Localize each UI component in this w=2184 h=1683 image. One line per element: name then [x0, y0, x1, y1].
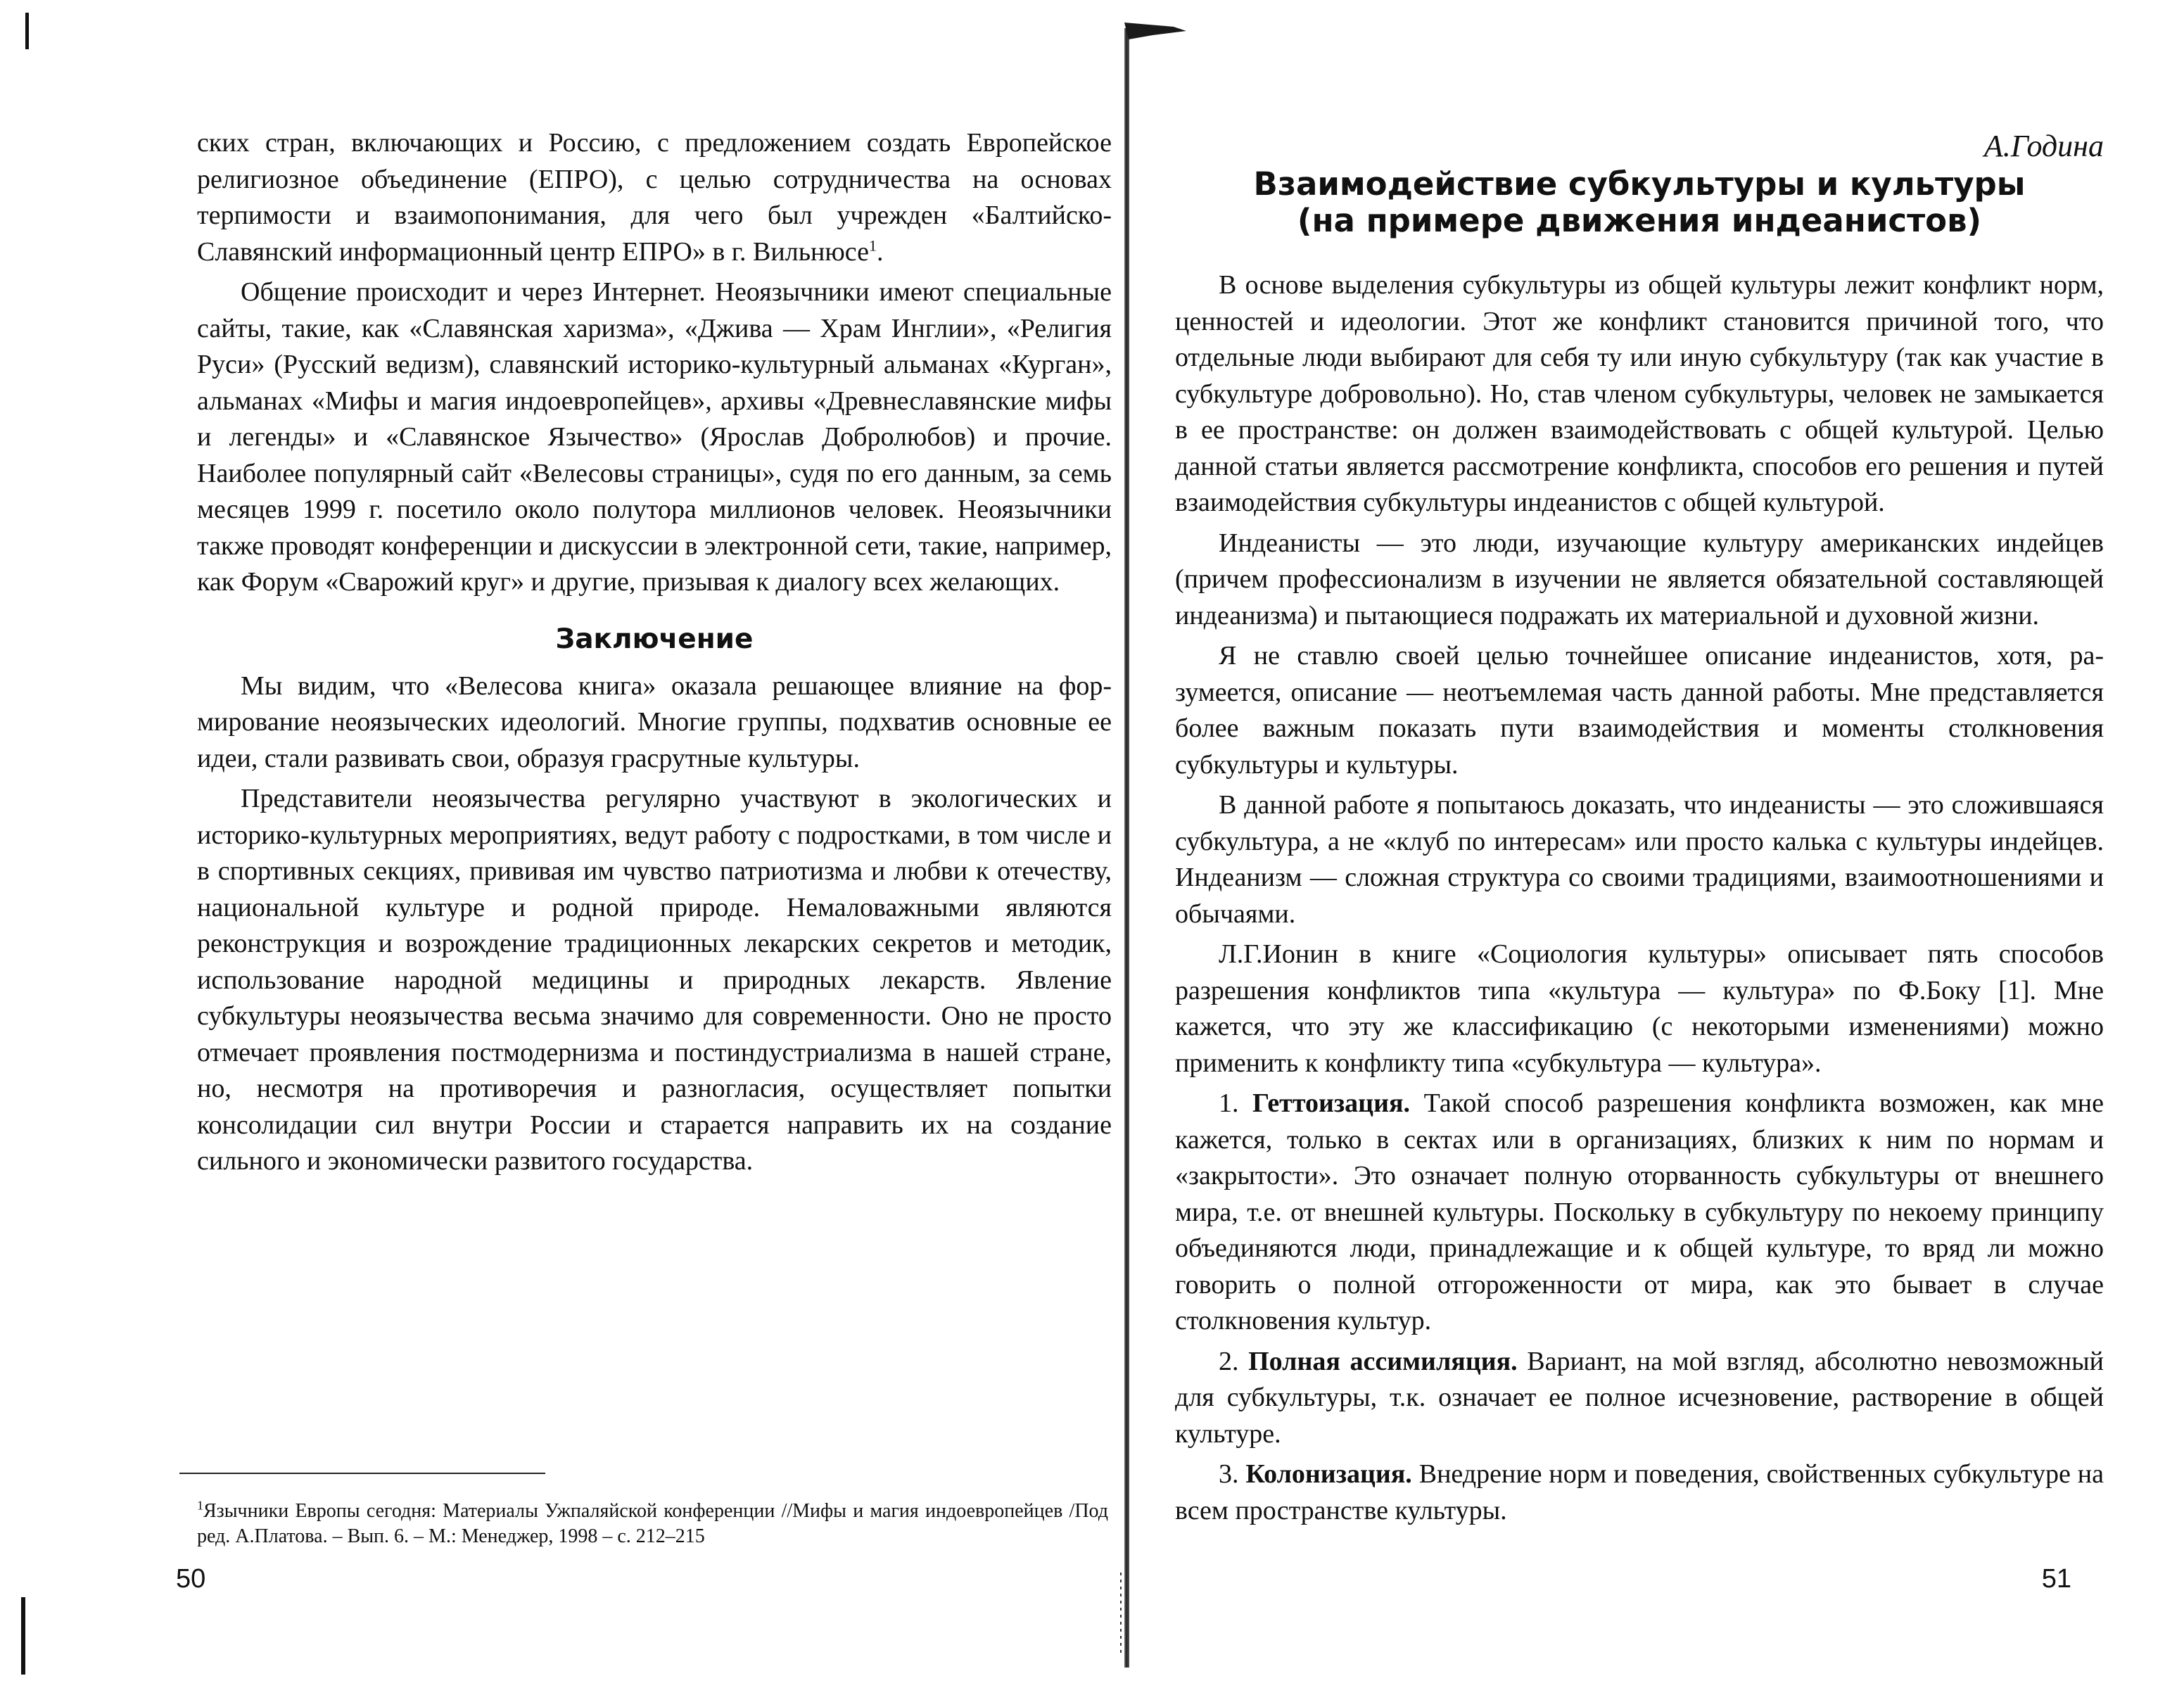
paragraph: В данной работе я попытаюсь доказать, что индеанисты — это сложившаяся субкультура, а не «клуб по интересам» или просто калька с культуры индейцев. Индеанизм — сложная структура со своими традициями, взаимоотношениями и обычаями. — [1175, 790, 2104, 929]
section-heading: Заключение — [555, 623, 754, 655]
list-term: Полная ассимиляция. — [1248, 1346, 1518, 1376]
paragraph: Я не ставлю своей целью точнейшее описание индеанистов, хотя, разумеется, описание — неотъемлемая часть данной работы. Мне представляется более важным показать пути взаимодействия и моменты столкновения субкультуры и культуры. — [1175, 641, 2104, 780]
left-text-column — [197, 125, 1112, 1184]
footnote-text: Язычники Европы сегодня: Материалы Ужпаляйской конференции //Мифы и магия индоевропейцев /Под ред. А.Платова. – Вып. 6. – М.: Менеджер, 1998 – с. 212–215 — [197, 1500, 1108, 1547]
footnote — [197, 1499, 1108, 1549]
list-item: 2. Полная ассимиляция. Вариант, на мой взгляд, абсолютно невозможный для субкультуры, т.к. означает ее полное исчезновение, растворение в общей культуре. — [1175, 1346, 2104, 1449]
paragraph: В основе выделения субкультуры из общей культуры лежит конфликт норм, ценностей и идеологии. Этот же конфликт становится причиной того, что отдельные люди выбирают для себя ту или иную субкультуру (так как участие в субкультуре добровольно). Но, став членом субкультуры, человек не замыкается в ее пространстве: он должен взаимодействовать с общей культурой. Целью данной статьи является рассмотрение конфликта, способов его решения и путей взаимодействия субкультуры индеанистов с общей культурой. — [1175, 270, 2104, 517]
right-page — [1133, 0, 2184, 1683]
title-line-1: Взаимодействие субкультуры и культуры — [1253, 165, 2026, 203]
list-term: Геттоизация. — [1252, 1088, 1411, 1118]
list-item: 3. Колонизация. Внедрение норм и поведения, свойственных субкультуре на всем пространстве культуры. — [1175, 1459, 2104, 1525]
footnote-divider — [179, 1473, 545, 1474]
paragraph: Л.Г.Ионин в книге «Социология культуры» описывает пять способов разрешения конфликтов типа «культура — культура» по Ф.Боку [1]. Мне кажется, что эту же классификацию (с некоторыми изменениями) можно применить к конфликту типа «субкультура — культура». — [1175, 939, 2104, 1078]
page-number: 51 — [2041, 1564, 2071, 1594]
paragraph: ских стран, включающих и Россию, с предложением создать Европейское религиозное объединение (ЕПРО), с целью сотрудничества на основах терпимости и взаимопонимания, для чего был учрежден «Балтийско-Славянский информационный центр ЕПРО» в г. Вильнюсе$^1$. — [197, 128, 1112, 267]
paragraph: Мы видим, что «Велесова книга» оказала решающее влияние на формирование неоязыческих идеологий. Многие группы, подхватив основные ее идеи, стали развивать свои, образуя грасрутные культуры. — [197, 671, 1112, 773]
page-number: 50 — [176, 1564, 206, 1594]
list-term: Колонизация. — [1245, 1459, 1412, 1489]
title-line-2: (на примере движения индеанистов) — [1297, 202, 1982, 239]
paragraph: Общение происходит и через Интернет. Неоязычники имеют специальные сайты, такие, как «Славянская харизма», «Джива — Храм Инглии», «Религия Руси» (Русский ведизм), славянский историко-культурный альманах «Курган», альманах «Мифы и магия индоевропейцев», архивы «Древнеславянские мифы и легенды» и «Славянское Язычество» (Ярослав Добролюбов) и прочие. Наиболее популярный сайт «Велесовы страницы», судя по его данным, за семь месяцев 1999 г. посетило около полутора миллионов человек. Неоязычники также проводят конференции и дискуссии в электронной сети, такие, например, как Форум «Сварожий круг» и другие, призывая к диалогу всех желающих. — [197, 277, 1112, 597]
footnote-ref: 1 — [868, 236, 877, 254]
article-author: А.Година — [1983, 129, 2104, 163]
footnote-marker: 1 — [197, 1498, 203, 1513]
paragraph: Представители неоязычества регулярно участвуют в экологических и историко-культурных мероприятиях, ведут работу с подростками, в том числе и в спортивных секциях, прививая им чувство патриотизма и любви к отечеству, национальной культуре и родной природе. Немаловажными являются реконструкция и возрождение традиционных лекарских секретов и методик, использование народной медицины и природных лекарств. Явление субкультуры неоязычества весьма значимо для современности. Оно не просто отмечает проявления постмодернизма и постиндустриализма в нашей стране, но, несмотря на противоречия и разногласия, осуществляет попытки консолидации сил внутри России и старается направить их на создание сильного и экономически развитого государства. — [197, 784, 1112, 1176]
paragraph: Индеанисты — это люди, изучающие культуру американских индейцев (причем профессионализм в изучении не является обязательной составляющей индеанизма) и пытающиеся подражать их материальной и духовной жизни. — [1175, 528, 2104, 630]
article-title — [1175, 166, 2104, 239]
list-item: 1. Геттоизация. Такой способ разрешения конфликта возможен, как мне кажется, только в сектах или в организациях, близких к ним по нормам и «закрытости». Это означает полную оторванность субкультуры от внешнего мира, т.е. от внешней культуры. Поскольку в субкультуру по некоему принципу объединяются люди, принадлежащие и к общей культуре, то вряд ли можно говорить о полной отгороженности от мира, как это бывает в случае столкновения культур. — [1175, 1088, 2104, 1335]
right-text-column — [1175, 127, 2104, 1533]
